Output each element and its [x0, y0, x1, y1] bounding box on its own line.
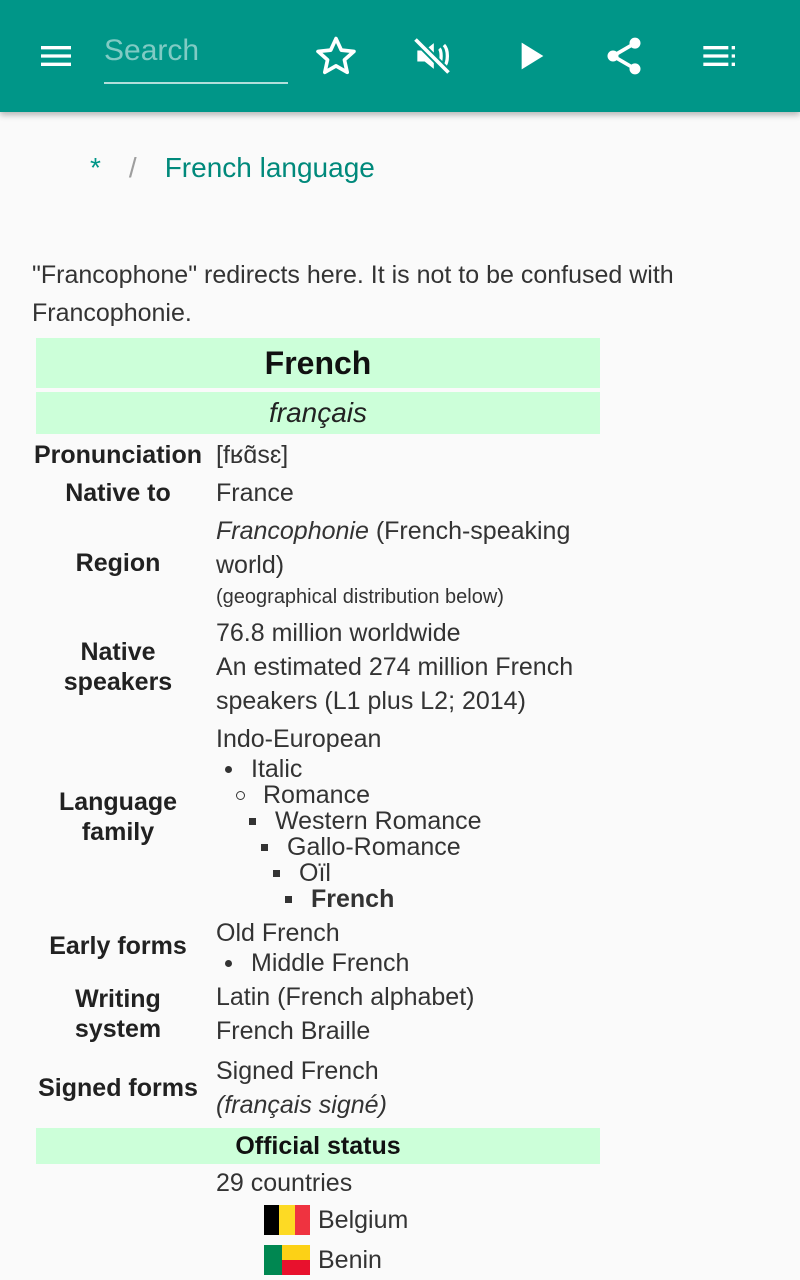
row-writing-system [36, 980, 600, 1048]
family-level-4[interactable]: Gallo-Romance Oïl French [287, 834, 482, 912]
breadcrumb-home[interactable]: * [90, 152, 101, 183]
mute-icon [410, 34, 454, 78]
region-link[interactable]: Francophonie [216, 517, 369, 545]
signed-line1[interactable]: Signed French [216, 1057, 379, 1085]
belgium-flag-icon [264, 1205, 310, 1235]
signed-line2: (français signé) [216, 1091, 387, 1119]
early-forms-root[interactable]: Old French [216, 919, 340, 947]
row-native-speakers [36, 616, 600, 718]
writing-system-label: Writing system [74, 985, 162, 1043]
menu-icon [36, 36, 76, 76]
region-value [216, 514, 600, 612]
search-input[interactable] [104, 28, 288, 74]
star-icon [314, 34, 358, 78]
infobox-native-name: français [36, 392, 600, 434]
native-to-label: Native to [65, 479, 171, 507]
countries-label [36, 1166, 200, 1280]
infobox [33, 338, 600, 1280]
infobox-title: French [36, 338, 600, 388]
region-label: Region [75, 549, 161, 577]
family-level-5[interactable]: Oïl French [299, 860, 482, 912]
early-forms-label: Early forms [49, 932, 187, 960]
breadcrumb-separator: / [128, 152, 137, 183]
native-speakers-line2: An estimated 274 million French speakers (L1 plus L2; 2014) [216, 653, 574, 715]
breadcrumb-current[interactable]: French language [164, 152, 375, 183]
countries-count: 29 countries [216, 1169, 353, 1197]
signed-forms-value [216, 1054, 387, 1122]
language-family-value [216, 722, 482, 912]
early-forms-child[interactable]: Middle French [251, 949, 410, 977]
row-signed-forms [36, 1054, 600, 1122]
region-note: (geographical distribution below) [216, 586, 504, 608]
family-level-1[interactable]: Italic Romance Western Romance Gallo-Romance Oïl French [251, 755, 482, 913]
search-field[interactable] [104, 24, 288, 84]
share-button[interactable] [596, 28, 652, 84]
region-rest: (French-speaking world) [216, 517, 571, 579]
native-speakers-label: Native speakers [63, 638, 173, 696]
family-level-3[interactable]: Western Romance Gallo-Romance Oïl French [275, 807, 482, 913]
family-tree [216, 756, 482, 912]
play-button[interactable] [502, 28, 558, 84]
mute-button[interactable] [404, 28, 460, 84]
contents-button[interactable] [692, 28, 748, 84]
benin-flag-icon [264, 1245, 310, 1275]
country-name: Benin [318, 1246, 382, 1274]
row-early-forms [36, 916, 600, 976]
row-countries [36, 1166, 600, 1280]
pronunciation-label: Pronunciation [33, 441, 203, 469]
playlist-icon [700, 36, 740, 76]
writing-system-value [216, 980, 474, 1048]
language-family-label: Language family [58, 788, 178, 846]
native-to-value: France [216, 479, 294, 507]
bookmark-button[interactable] [308, 28, 364, 84]
signed-forms-label: Signed forms [38, 1074, 198, 1102]
pronunciation-value: [fʁɑ̃sɛ] [216, 441, 289, 469]
official-status-header: Official status [36, 1128, 600, 1164]
row-region [36, 514, 600, 612]
country-item[interactable] [264, 1240, 408, 1280]
breadcrumb [90, 148, 375, 188]
writing-line2[interactable]: French Braille [216, 1017, 371, 1045]
hatnote: "Francophone" redirects here. It is not to be confused with Francophonie. [32, 261, 674, 327]
family-level-2[interactable]: Romance Western Romance Gallo-Romance Oïl French [263, 781, 482, 913]
native-speakers-line1: 76.8 million worldwide [216, 619, 461, 647]
menu-button[interactable] [28, 28, 84, 84]
countries-value [216, 1166, 408, 1280]
row-native-to [36, 476, 600, 510]
app-bar [0, 0, 800, 112]
country-item[interactable] [264, 1200, 408, 1240]
native-speakers-value [216, 616, 600, 718]
country-name: Belgium [318, 1206, 409, 1234]
family-level-6: French [311, 886, 482, 912]
family-root[interactable]: Indo-European [216, 725, 382, 753]
play-icon [510, 36, 550, 76]
early-forms-value [216, 916, 409, 976]
writing-line1[interactable]: Latin (French alphabet) [216, 983, 475, 1011]
share-icon [602, 34, 646, 78]
row-pronunciation [33, 438, 600, 472]
row-language-family [36, 722, 600, 912]
